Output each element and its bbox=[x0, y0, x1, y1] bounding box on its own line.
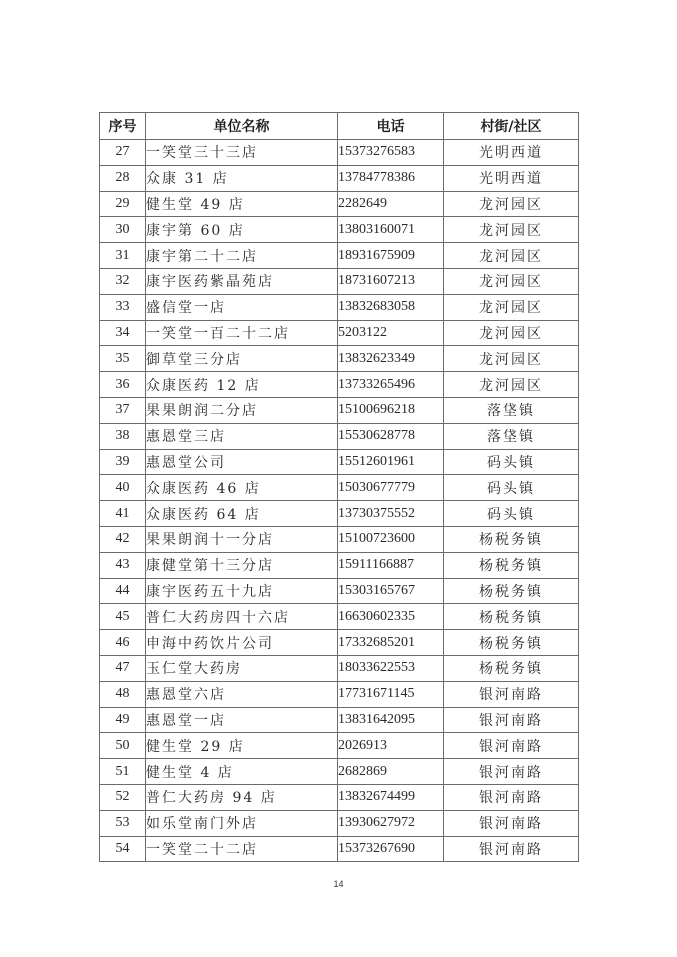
row-serial-number: 27 bbox=[100, 140, 146, 166]
table-row bbox=[100, 501, 579, 527]
row-unit-name: 众康医药 12 店 bbox=[146, 372, 338, 398]
row-district: 码头镇 bbox=[444, 449, 579, 475]
row-district: 银河南路 bbox=[444, 681, 579, 707]
row-phone: 2026913 bbox=[338, 733, 444, 759]
row-unit-name: 康宇第二十二店 bbox=[146, 243, 338, 269]
row-serial-number: 28 bbox=[100, 165, 146, 191]
row-unit-name: 众康医药 46 店 bbox=[146, 475, 338, 501]
row-serial-number: 29 bbox=[100, 191, 146, 217]
row-unit-name: 康宇医药紫晶苑店 bbox=[146, 268, 338, 294]
row-unit-name: 众康 31 店 bbox=[146, 165, 338, 191]
row-serial-number: 49 bbox=[100, 707, 146, 733]
row-phone: 5203122 bbox=[338, 320, 444, 346]
table-row bbox=[100, 630, 579, 656]
row-district: 银河南路 bbox=[444, 733, 579, 759]
table-row bbox=[100, 346, 579, 372]
row-unit-name: 康宇医药五十九店 bbox=[146, 578, 338, 604]
row-district: 码头镇 bbox=[444, 475, 579, 501]
row-serial-number: 42 bbox=[100, 526, 146, 552]
row-phone: 18931675909 bbox=[338, 243, 444, 269]
row-serial-number: 50 bbox=[100, 733, 146, 759]
row-serial-number: 30 bbox=[100, 217, 146, 243]
row-serial-number: 47 bbox=[100, 655, 146, 681]
table-row bbox=[100, 759, 579, 785]
row-district: 银河南路 bbox=[444, 836, 579, 862]
row-serial-number: 33 bbox=[100, 294, 146, 320]
row-phone: 15512601961 bbox=[338, 449, 444, 475]
table-row bbox=[100, 217, 579, 243]
row-phone: 15373267690 bbox=[338, 836, 444, 862]
row-phone: 17332685201 bbox=[338, 630, 444, 656]
row-district: 光明西道 bbox=[444, 140, 579, 166]
row-unit-name: 果果朗润十一分店 bbox=[146, 526, 338, 552]
table-row bbox=[100, 836, 579, 862]
row-district: 银河南路 bbox=[444, 759, 579, 785]
table-row bbox=[100, 320, 579, 346]
row-serial-number: 41 bbox=[100, 501, 146, 527]
row-serial-number: 36 bbox=[100, 372, 146, 398]
row-unit-name: 普仁大药房 94 店 bbox=[146, 784, 338, 810]
row-district: 落垡镇 bbox=[444, 397, 579, 423]
row-serial-number: 52 bbox=[100, 784, 146, 810]
row-unit-name: 康宇第 60 店 bbox=[146, 217, 338, 243]
row-district: 银河南路 bbox=[444, 707, 579, 733]
row-phone: 2682869 bbox=[338, 759, 444, 785]
row-district: 龙河园区 bbox=[444, 346, 579, 372]
row-unit-name: 惠恩堂一店 bbox=[146, 707, 338, 733]
row-serial-number: 34 bbox=[100, 320, 146, 346]
header-district: 村街/社区 bbox=[444, 113, 579, 140]
table-row bbox=[100, 243, 579, 269]
row-phone: 13832623349 bbox=[338, 346, 444, 372]
table-row bbox=[100, 733, 579, 759]
row-phone: 13831642095 bbox=[338, 707, 444, 733]
row-serial-number: 37 bbox=[100, 397, 146, 423]
header-unit-name: 单位名称 bbox=[146, 113, 338, 140]
row-phone: 13733265496 bbox=[338, 372, 444, 398]
row-phone: 15530628778 bbox=[338, 423, 444, 449]
row-phone: 18033622553 bbox=[338, 655, 444, 681]
header-serial-number: 序号 bbox=[100, 113, 146, 140]
row-unit-name: 一笑堂一百二十二店 bbox=[146, 320, 338, 346]
row-district: 杨税务镇 bbox=[444, 604, 579, 630]
row-phone: 15373276583 bbox=[338, 140, 444, 166]
row-district: 杨税务镇 bbox=[444, 578, 579, 604]
row-serial-number: 54 bbox=[100, 836, 146, 862]
table-row bbox=[100, 707, 579, 733]
table-row bbox=[100, 372, 579, 398]
row-district: 龙河园区 bbox=[444, 320, 579, 346]
row-unit-name: 众康医药 64 店 bbox=[146, 501, 338, 527]
row-unit-name: 玉仁堂大药房 bbox=[146, 655, 338, 681]
row-phone: 13930627972 bbox=[338, 810, 444, 836]
row-phone: 15030677779 bbox=[338, 475, 444, 501]
row-district: 杨税务镇 bbox=[444, 655, 579, 681]
row-unit-name: 如乐堂南门外店 bbox=[146, 810, 338, 836]
row-unit-name: 健生堂 29 店 bbox=[146, 733, 338, 759]
table-row bbox=[100, 681, 579, 707]
row-phone: 15100723600 bbox=[338, 526, 444, 552]
row-unit-name: 惠恩堂公司 bbox=[146, 449, 338, 475]
table-row bbox=[100, 191, 579, 217]
header-phone: 电话 bbox=[338, 113, 444, 140]
row-serial-number: 48 bbox=[100, 681, 146, 707]
row-phone: 15911166887 bbox=[338, 552, 444, 578]
row-district: 龙河园区 bbox=[444, 294, 579, 320]
table-row bbox=[100, 165, 579, 191]
row-unit-name: 普仁大药房四十六店 bbox=[146, 604, 338, 630]
row-serial-number: 45 bbox=[100, 604, 146, 630]
row-district: 龙河园区 bbox=[444, 217, 579, 243]
row-phone: 15303165767 bbox=[338, 578, 444, 604]
row-phone: 13832674499 bbox=[338, 784, 444, 810]
table-header-row bbox=[100, 113, 579, 140]
row-district: 龙河园区 bbox=[444, 268, 579, 294]
page-number: 14 bbox=[333, 879, 344, 889]
pharmacy-roster-table bbox=[99, 112, 579, 862]
row-serial-number: 51 bbox=[100, 759, 146, 785]
row-district: 光明西道 bbox=[444, 165, 579, 191]
row-unit-name: 惠恩堂六店 bbox=[146, 681, 338, 707]
row-serial-number: 32 bbox=[100, 268, 146, 294]
row-unit-name: 康健堂第十三分店 bbox=[146, 552, 338, 578]
row-phone: 2282649 bbox=[338, 191, 444, 217]
row-phone: 13803160071 bbox=[338, 217, 444, 243]
row-unit-name: 一笑堂三十三店 bbox=[146, 140, 338, 166]
row-serial-number: 31 bbox=[100, 243, 146, 269]
row-serial-number: 35 bbox=[100, 346, 146, 372]
table-row bbox=[100, 397, 579, 423]
row-serial-number: 46 bbox=[100, 630, 146, 656]
row-district: 龙河园区 bbox=[444, 372, 579, 398]
row-district: 银河南路 bbox=[444, 784, 579, 810]
row-unit-name: 一笑堂二十二店 bbox=[146, 836, 338, 862]
row-district: 码头镇 bbox=[444, 501, 579, 527]
row-district: 银河南路 bbox=[444, 810, 579, 836]
table-row bbox=[100, 810, 579, 836]
row-unit-name: 御草堂三分店 bbox=[146, 346, 338, 372]
table-row bbox=[100, 526, 579, 552]
row-serial-number: 43 bbox=[100, 552, 146, 578]
row-unit-name: 盛信堂一店 bbox=[146, 294, 338, 320]
row-serial-number: 38 bbox=[100, 423, 146, 449]
row-unit-name: 果果朗润二分店 bbox=[146, 397, 338, 423]
table-row bbox=[100, 784, 579, 810]
row-unit-name: 健生堂 49 店 bbox=[146, 191, 338, 217]
table-row bbox=[100, 423, 579, 449]
row-phone: 13784778386 bbox=[338, 165, 444, 191]
row-district: 龙河园区 bbox=[444, 191, 579, 217]
row-phone: 13832683058 bbox=[338, 294, 444, 320]
row-phone: 16630602335 bbox=[338, 604, 444, 630]
table-row bbox=[100, 552, 579, 578]
row-serial-number: 39 bbox=[100, 449, 146, 475]
row-serial-number: 53 bbox=[100, 810, 146, 836]
row-district: 龙河园区 bbox=[444, 243, 579, 269]
table-row bbox=[100, 268, 579, 294]
row-serial-number: 40 bbox=[100, 475, 146, 501]
table-row bbox=[100, 449, 579, 475]
row-unit-name: 惠恩堂三店 bbox=[146, 423, 338, 449]
table-row bbox=[100, 604, 579, 630]
table-row bbox=[100, 578, 579, 604]
row-serial-number: 44 bbox=[100, 578, 146, 604]
row-phone: 17731671145 bbox=[338, 681, 444, 707]
row-unit-name: 申海中药饮片公司 bbox=[146, 630, 338, 656]
row-district: 杨税务镇 bbox=[444, 630, 579, 656]
table-row bbox=[100, 475, 579, 501]
row-phone: 15100696218 bbox=[338, 397, 444, 423]
table-row bbox=[100, 294, 579, 320]
table-body bbox=[100, 140, 579, 862]
row-district: 杨税务镇 bbox=[444, 526, 579, 552]
table-row bbox=[100, 655, 579, 681]
row-district: 杨税务镇 bbox=[444, 552, 579, 578]
row-district: 落垡镇 bbox=[444, 423, 579, 449]
row-unit-name: 健生堂 4 店 bbox=[146, 759, 338, 785]
table-row bbox=[100, 140, 579, 166]
row-phone: 13730375552 bbox=[338, 501, 444, 527]
row-phone: 18731607213 bbox=[338, 268, 444, 294]
